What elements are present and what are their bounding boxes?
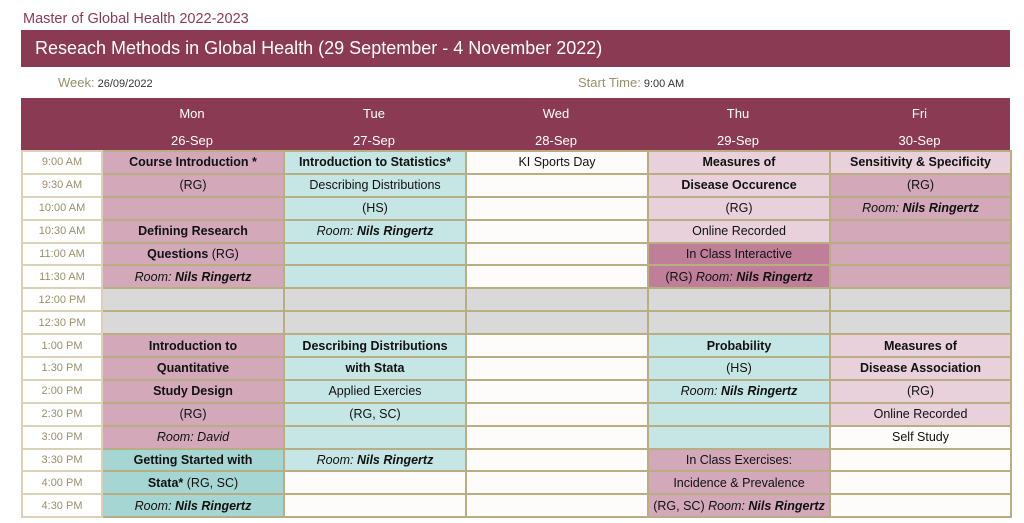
schedule-cell: (RG, SC): [284, 403, 466, 426]
schedule-cell: [284, 311, 466, 334]
schedule-cell: Describing Distributions: [284, 334, 466, 357]
schedule-row: [22, 471, 1011, 494]
schedule-cell: [830, 449, 1011, 472]
schedule-cell: [284, 265, 466, 288]
time-slot-label: 2:00 PM: [22, 380, 102, 403]
day-date-wed: 28-Sep: [535, 133, 577, 148]
schedule-cell: [466, 197, 648, 220]
cell-text-part: Room:: [316, 224, 354, 239]
schedule-cell: Sensitivity & Specificity: [830, 151, 1011, 174]
cell-text-part: Stata*: [147, 475, 184, 490]
schedule-cell: Applied Exercies: [284, 380, 466, 403]
time-slot-label: 9:30 AM: [22, 174, 102, 197]
schedule-cell: [830, 243, 1011, 266]
schedule-cell: [284, 449, 466, 472]
cell-text-part: Room:: [862, 201, 899, 216]
schedule-cell: [648, 494, 830, 517]
cell-text-part: (RG, SC): [183, 475, 239, 490]
schedule-cell: [102, 311, 284, 334]
schedule-cell: Quantitative: [102, 357, 284, 380]
schedule-row: [22, 197, 1011, 220]
cell-text-part: (RG): [208, 247, 239, 261]
schedule-cell: [830, 265, 1011, 288]
time-slot-label: 10:00 AM: [22, 197, 102, 220]
day-name-fri: Fri: [911, 106, 928, 121]
cell-text-part: Room:: [692, 269, 733, 284]
schedule-cell: KI Sports Day: [466, 151, 648, 174]
start-time-label: Start Time:: [578, 75, 641, 90]
cell-text-part: Room:: [134, 269, 172, 284]
schedule-grid: [21, 150, 1012, 518]
schedule-cell: Probability: [648, 334, 830, 357]
day-date-fri: 30-Sep: [898, 133, 941, 148]
week-info: [58, 75, 153, 90]
schedule-cell: Course Introduction *: [102, 151, 284, 174]
schedule-cell: [284, 220, 466, 243]
schedule-cell: [466, 471, 648, 494]
time-slot-label: 2:30 PM: [22, 403, 102, 426]
schedule-cell: [648, 311, 830, 334]
schedule-cell: Disease Association: [830, 357, 1011, 380]
schedule-row: [22, 288, 1011, 311]
time-slot-label: 3:30 PM: [22, 449, 102, 472]
schedule-cell: [830, 220, 1011, 243]
time-slot-label: 4:30 PM: [22, 494, 102, 517]
time-slot-label: 3:00 PM: [22, 426, 102, 449]
cell-text-part: Room:: [680, 384, 718, 399]
schedule-cell: Room: David: [102, 426, 284, 449]
schedule-row: [22, 494, 1011, 517]
schedule-cell: Introduction to Statistics*: [284, 151, 466, 174]
cell-text-part: Room:: [134, 498, 172, 513]
schedule-row: [22, 311, 1011, 334]
schedule-cell: [466, 334, 648, 357]
schedule-cell: [466, 311, 648, 334]
schedule-row: [22, 357, 1011, 380]
course-banner: [21, 30, 1010, 67]
schedule-cell: [466, 403, 648, 426]
cell-text-part: Room:: [316, 453, 354, 468]
schedule-cell: Online Recorded: [830, 403, 1011, 426]
schedule-cell: Incidence & Prevalence: [648, 471, 830, 494]
cell-text-part: (RG): [665, 269, 693, 284]
day-date-tue: 27-Sep: [353, 133, 395, 148]
schedule-cell: [466, 494, 648, 517]
schedule-cell: [830, 471, 1011, 494]
cell-text-part: Nils Ringertz: [353, 453, 434, 468]
schedule-cell: [830, 197, 1011, 220]
schedule-cell: (HS): [284, 197, 466, 220]
schedule-cell: [466, 426, 648, 449]
schedule-cell: [466, 243, 648, 266]
schedule-cell: [284, 288, 466, 311]
schedule-cell: [648, 403, 830, 426]
schedule-cell: Disease Occurence: [648, 174, 830, 197]
schedule-cell: (HS): [648, 357, 830, 380]
schedule-cell: [648, 265, 830, 288]
schedule-cell: [102, 288, 284, 311]
schedule-cell: [466, 449, 648, 472]
time-slot-label: 11:30 AM: [22, 265, 102, 288]
schedule-row: [22, 426, 1011, 449]
schedule-cell: [284, 471, 466, 494]
cell-text-part: Nils Ringertz: [171, 269, 252, 284]
schedule-cell: In Class Interactive: [648, 243, 830, 266]
schedule-row: [22, 334, 1011, 357]
schedule-cell: Online Recorded: [648, 220, 830, 243]
time-slot-label: 11:00 AM: [22, 243, 102, 266]
time-slot-label: 1:30 PM: [22, 357, 102, 380]
schedule-cell: [284, 426, 466, 449]
cell-text-part: Questions: [147, 247, 209, 261]
cell-text-part: Nils Ringertz: [898, 201, 979, 216]
schedule-cell: Introduction to: [102, 334, 284, 357]
schedule-row: [22, 380, 1011, 403]
day-date-thu: 29-Sep: [717, 133, 759, 148]
schedule-cell: [466, 357, 648, 380]
schedule-cell: [648, 380, 830, 403]
time-slot-label: 1:00 PM: [22, 334, 102, 357]
time-slot-label: 12:00 PM: [22, 288, 102, 311]
schedule-row: [22, 220, 1011, 243]
schedule-cell: [102, 494, 284, 517]
schedule-cell: Self Study: [830, 426, 1011, 449]
schedule-cell: [466, 380, 648, 403]
schedule-cell: Measures of: [830, 334, 1011, 357]
schedule-cell: Study Design: [102, 380, 284, 403]
schedule-cell: [102, 265, 284, 288]
schedule-row: [22, 449, 1011, 472]
cell-text-part: Room:: [704, 498, 745, 513]
time-slot-label: 10:30 AM: [22, 220, 102, 243]
schedule-cell: [830, 494, 1011, 517]
schedule-cell: (RG): [648, 197, 830, 220]
schedule-cell: [648, 288, 830, 311]
schedule-cell: Getting Started with: [102, 449, 284, 472]
schedule-cell: Measures of: [648, 151, 830, 174]
day-header: [21, 98, 1010, 150]
schedule-cell: with Stata: [284, 357, 466, 380]
start-time-value: 9:00 AM: [643, 78, 685, 90]
schedule-cell: [830, 288, 1011, 311]
week-value: 26/09/2022: [97, 78, 153, 90]
start-time-info: [578, 75, 684, 90]
schedule-row: [22, 243, 1011, 266]
schedule-cell: [466, 220, 648, 243]
schedule-cell: [466, 174, 648, 197]
cell-text-part: (RG, SC): [653, 498, 705, 513]
schedule-row: [22, 265, 1011, 288]
cell-text-part: Nils Ringertz: [353, 224, 434, 239]
week-label: Week:: [58, 75, 95, 90]
schedule-cell: [648, 426, 830, 449]
cell-text-part: Nils Ringertz: [732, 269, 813, 284]
day-name-mon: Mon: [179, 106, 205, 121]
schedule-cell: In Class Exercises:: [648, 449, 830, 472]
schedule-cell: (RG): [102, 174, 284, 197]
cell-text-part: Nils Ringertz: [744, 498, 825, 513]
day-name-wed: Wed: [542, 106, 570, 121]
schedule-cell: (RG): [830, 380, 1011, 403]
cell-text-part: Nils Ringertz: [171, 498, 252, 513]
schedule-cell: (RG): [102, 403, 284, 426]
schedule-cell: [830, 311, 1011, 334]
program-title: Master of Global Health 2022-2023: [23, 11, 249, 27]
schedule-cell: [284, 494, 466, 517]
course-title: Reseach Methods in Global Health (29 September - 4 November 2022): [35, 38, 603, 58]
schedule-row: [22, 403, 1011, 426]
day-name-tue: Tue: [363, 106, 385, 121]
schedule-cell: [466, 265, 648, 288]
time-slot-label: 9:00 AM: [22, 151, 102, 174]
schedule-cell: [102, 197, 284, 220]
schedule-cell: [466, 288, 648, 311]
time-slot-label: 12:30 PM: [22, 311, 102, 334]
schedule-cell: (RG): [830, 174, 1011, 197]
schedule-row: [22, 174, 1011, 197]
schedule-cell: [284, 243, 466, 266]
day-date-mon: 26-Sep: [171, 133, 213, 148]
time-slot-label: 4:00 PM: [22, 471, 102, 494]
schedule-cell: Defining Research: [102, 220, 284, 243]
cell-text-part: Nils Ringertz: [717, 384, 798, 399]
schedule-cell: Describing Distributions: [284, 174, 466, 197]
schedule-cell: [102, 243, 284, 266]
day-name-thu: Thu: [726, 106, 750, 121]
schedule-row: [22, 151, 1011, 174]
schedule-cell: [102, 471, 284, 494]
